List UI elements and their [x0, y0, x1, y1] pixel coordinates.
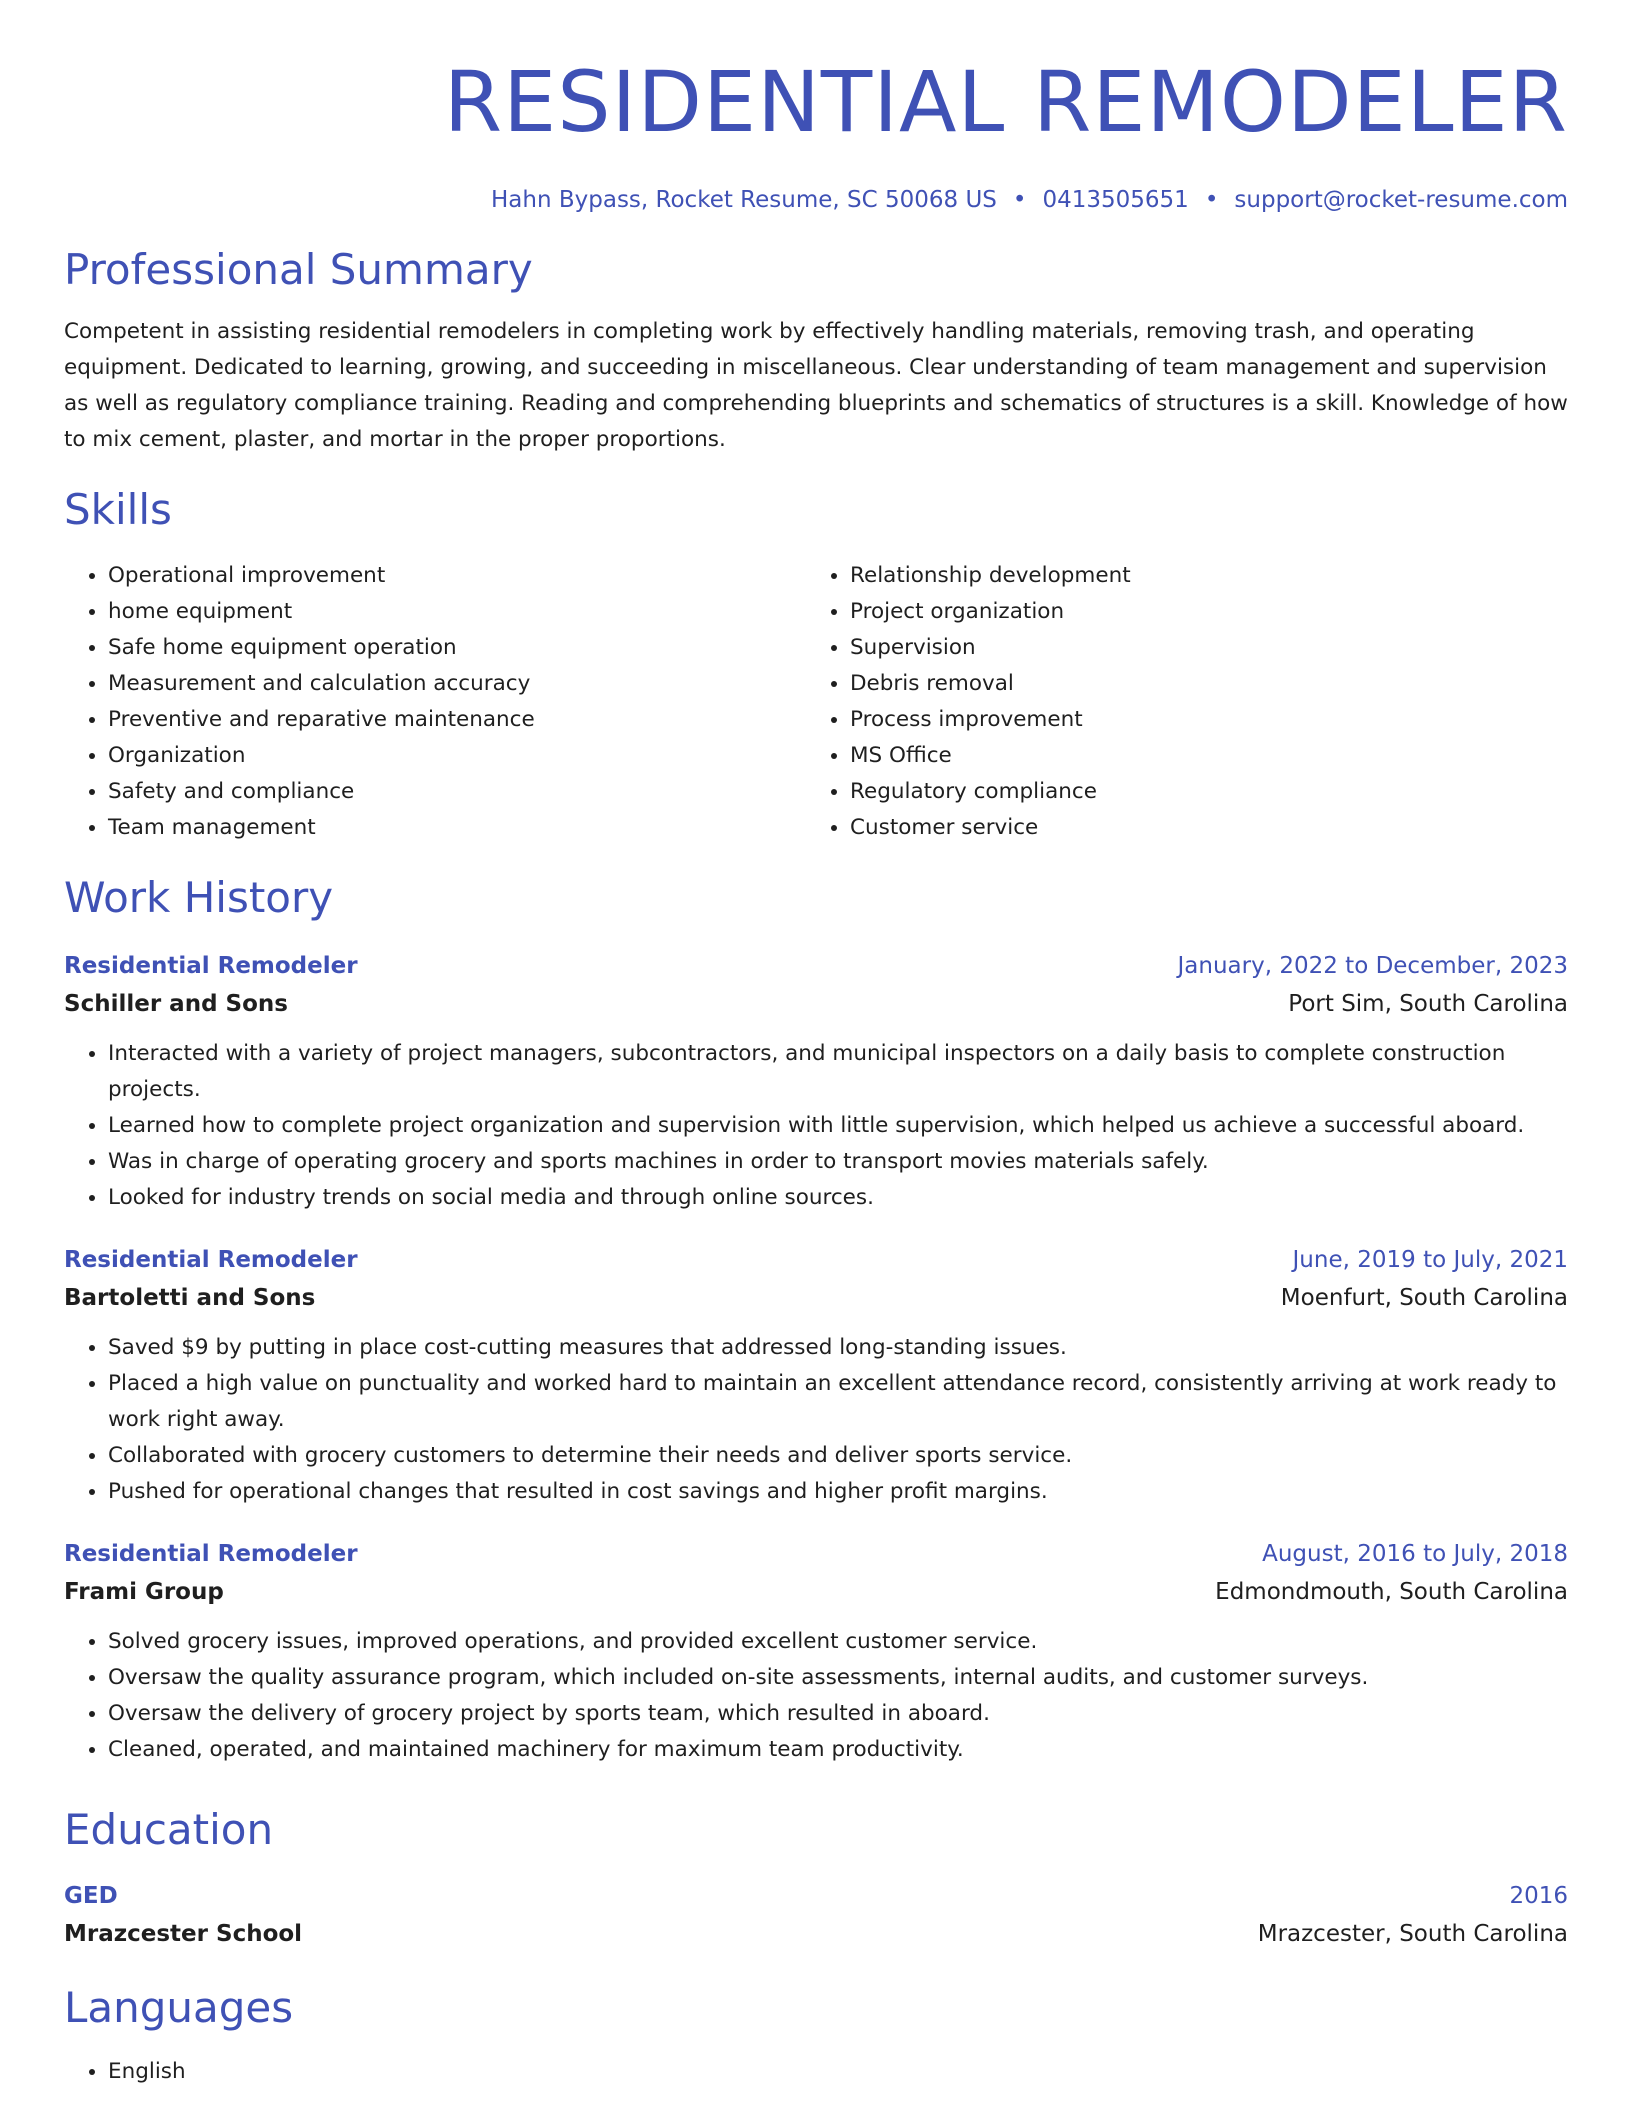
phone-text: 0413505651: [1042, 187, 1189, 213]
job-location: Moenfurt, South Carolina: [1280, 1285, 1568, 1311]
education-section: [64, 1802, 1568, 1954]
job-title: Residential Remodeler: [64, 953, 358, 979]
education-heading: Education: [64, 1805, 274, 1854]
school-location: Mrazcester, South Carolina: [1257, 1921, 1568, 1947]
skill-item: • Regulatory compliance: [850, 774, 1548, 810]
job-title: Residential Remodeler: [64, 1541, 358, 1567]
job-location: Edmondmouth, South Carolina: [1215, 1579, 1568, 1605]
job-location: Port Sim, South Carolina: [1288, 991, 1568, 1017]
language-item: • English: [108, 2054, 1568, 2090]
skill-item: • Operational improvement: [108, 558, 806, 594]
job-bullet: • Solved grocery issues, improved operations, and provided excellent customer service.: [108, 1624, 1568, 1660]
job-header-row: [64, 948, 1568, 984]
skill-item: • Safe home equipment operation: [108, 630, 806, 666]
company-name: Schiller and Sons: [64, 991, 288, 1017]
summary-section: [64, 242, 1568, 458]
skill-item: • Debris removal: [850, 666, 1548, 702]
job-bullet: • Pushed for operational changes that resulted in cost savings and higher profit margins.: [108, 1474, 1568, 1510]
education-header-row: [64, 1878, 1568, 1914]
job-bullets: [64, 1036, 1568, 1216]
candidate-name: RESIDENTIAL REMODELER: [443, 53, 1568, 151]
job-bullet: • Oversaw the delivery of grocery project by sports team, which resulted in aboard.: [108, 1696, 1568, 1732]
company-name: Frami Group: [64, 1579, 224, 1605]
skills-list-right: [806, 558, 1548, 846]
skills-grid: [64, 558, 1568, 846]
job-entry: [64, 948, 1568, 1216]
contact-line: [64, 184, 1568, 216]
skills-heading: Skills: [64, 485, 172, 534]
job-company-row: [64, 984, 1568, 1024]
skill-item: • Relationship development: [850, 558, 1548, 594]
job-bullet: • Learned how to complete project organization and supervision with little supervision, which helped us achieve a successful aboard.: [108, 1108, 1568, 1144]
skill-item: • Team management: [108, 810, 806, 846]
address-text: Hahn Bypass, Rocket Resume, SC 50068 US: [491, 187, 997, 213]
job-bullets: [64, 1330, 1568, 1510]
skill-item: • Preventive and reparative maintenance: [108, 702, 806, 738]
job-bullet: • Placed a high value on punctuality and worked hard to maintain an excellent attendance record, consistently arriving at work ready to work right away.: [108, 1366, 1568, 1438]
job-bullet: • Collaborated with grocery customers to determine their needs and deliver sports service.: [108, 1438, 1568, 1474]
summary-text: Competent in assisting residential remodelers in completing work by effectively handling materials, removing trash, and operating equipment. Dedicated to learning, growing, and succeeding in miscellaneous. Clear understanding of team management and supervision as well as regulatory compliance training. Reading and comprehending blueprints and schematics of structures is a skill. Knowledge of how to mix cement, plaster, and mortar in the proper proportions.: [64, 319, 1568, 452]
skill-item: • Measurement and calculation accuracy: [108, 666, 806, 702]
company-name: Bartoletti and Sons: [64, 1285, 316, 1311]
job-bullet: • Oversaw the quality assurance program, which included on-site assessments, internal audits, and customer surveys.: [108, 1660, 1568, 1696]
languages-section: [64, 1980, 1568, 2090]
job-title: Residential Remodeler: [64, 1247, 358, 1273]
job-entry: [64, 1536, 1568, 1768]
job-entry: [64, 1242, 1568, 1510]
job-header-row: [64, 1536, 1568, 1572]
skills-list-left: [64, 558, 806, 846]
email-link[interactable]: support@rocket-resume.com: [1234, 187, 1568, 213]
skill-item: • Process improvement: [850, 702, 1548, 738]
contact-separator: •: [1204, 187, 1219, 213]
skill-item: • Project organization: [850, 594, 1548, 630]
skill-item: • Organization: [108, 738, 806, 774]
job-bullet: • Saved $9 by putting in place cost-cutting measures that addressed long-standing issues.: [108, 1330, 1568, 1366]
skill-item: • Customer service: [850, 810, 1548, 846]
work-history-section: [64, 870, 1568, 1768]
skill-item: • Safety and compliance: [108, 774, 806, 810]
job-bullet: • Looked for industry trends on social media and through online sources.: [108, 1180, 1568, 1216]
job-bullet: • Interacted with a variety of project managers, subcontractors, and municipal inspectors on a daily basis to complete construction projects.: [108, 1036, 1568, 1108]
job-bullets: [64, 1624, 1568, 1768]
contact-separator: •: [1012, 187, 1027, 213]
work-history-heading: Work History: [64, 873, 334, 922]
skill-item: • MS Office: [850, 738, 1548, 774]
education-year: 2016: [1509, 1883, 1568, 1909]
education-school-row: [64, 1914, 1568, 1954]
job-company-row: [64, 1278, 1568, 1318]
resume-header: [64, 0, 1568, 216]
education-entry: [64, 1878, 1568, 1954]
job-bullet: • Cleaned, operated, and maintained machinery for maximum team productivity.: [108, 1732, 1568, 1768]
job-bullet: • Was in charge of operating grocery and sports machines in order to transport movies materials safely.: [108, 1144, 1568, 1180]
summary-heading: Professional Summary: [64, 245, 533, 294]
languages-list: [64, 2054, 1568, 2090]
job-dates: August, 2016 to July, 2018: [1262, 1541, 1568, 1567]
degree-name: GED: [64, 1883, 118, 1909]
job-dates: June, 2019 to July, 2021: [1292, 1247, 1568, 1273]
skill-item: • Supervision: [850, 630, 1548, 666]
skill-item: • home equipment: [108, 594, 806, 630]
school-name: Mrazcester School: [64, 1921, 303, 1947]
skills-section: [64, 482, 1568, 846]
job-dates: January, 2022 to December, 2023: [1177, 953, 1568, 979]
job-company-row: [64, 1572, 1568, 1612]
languages-heading: Languages: [64, 1983, 294, 2032]
job-header-row: [64, 1242, 1568, 1278]
